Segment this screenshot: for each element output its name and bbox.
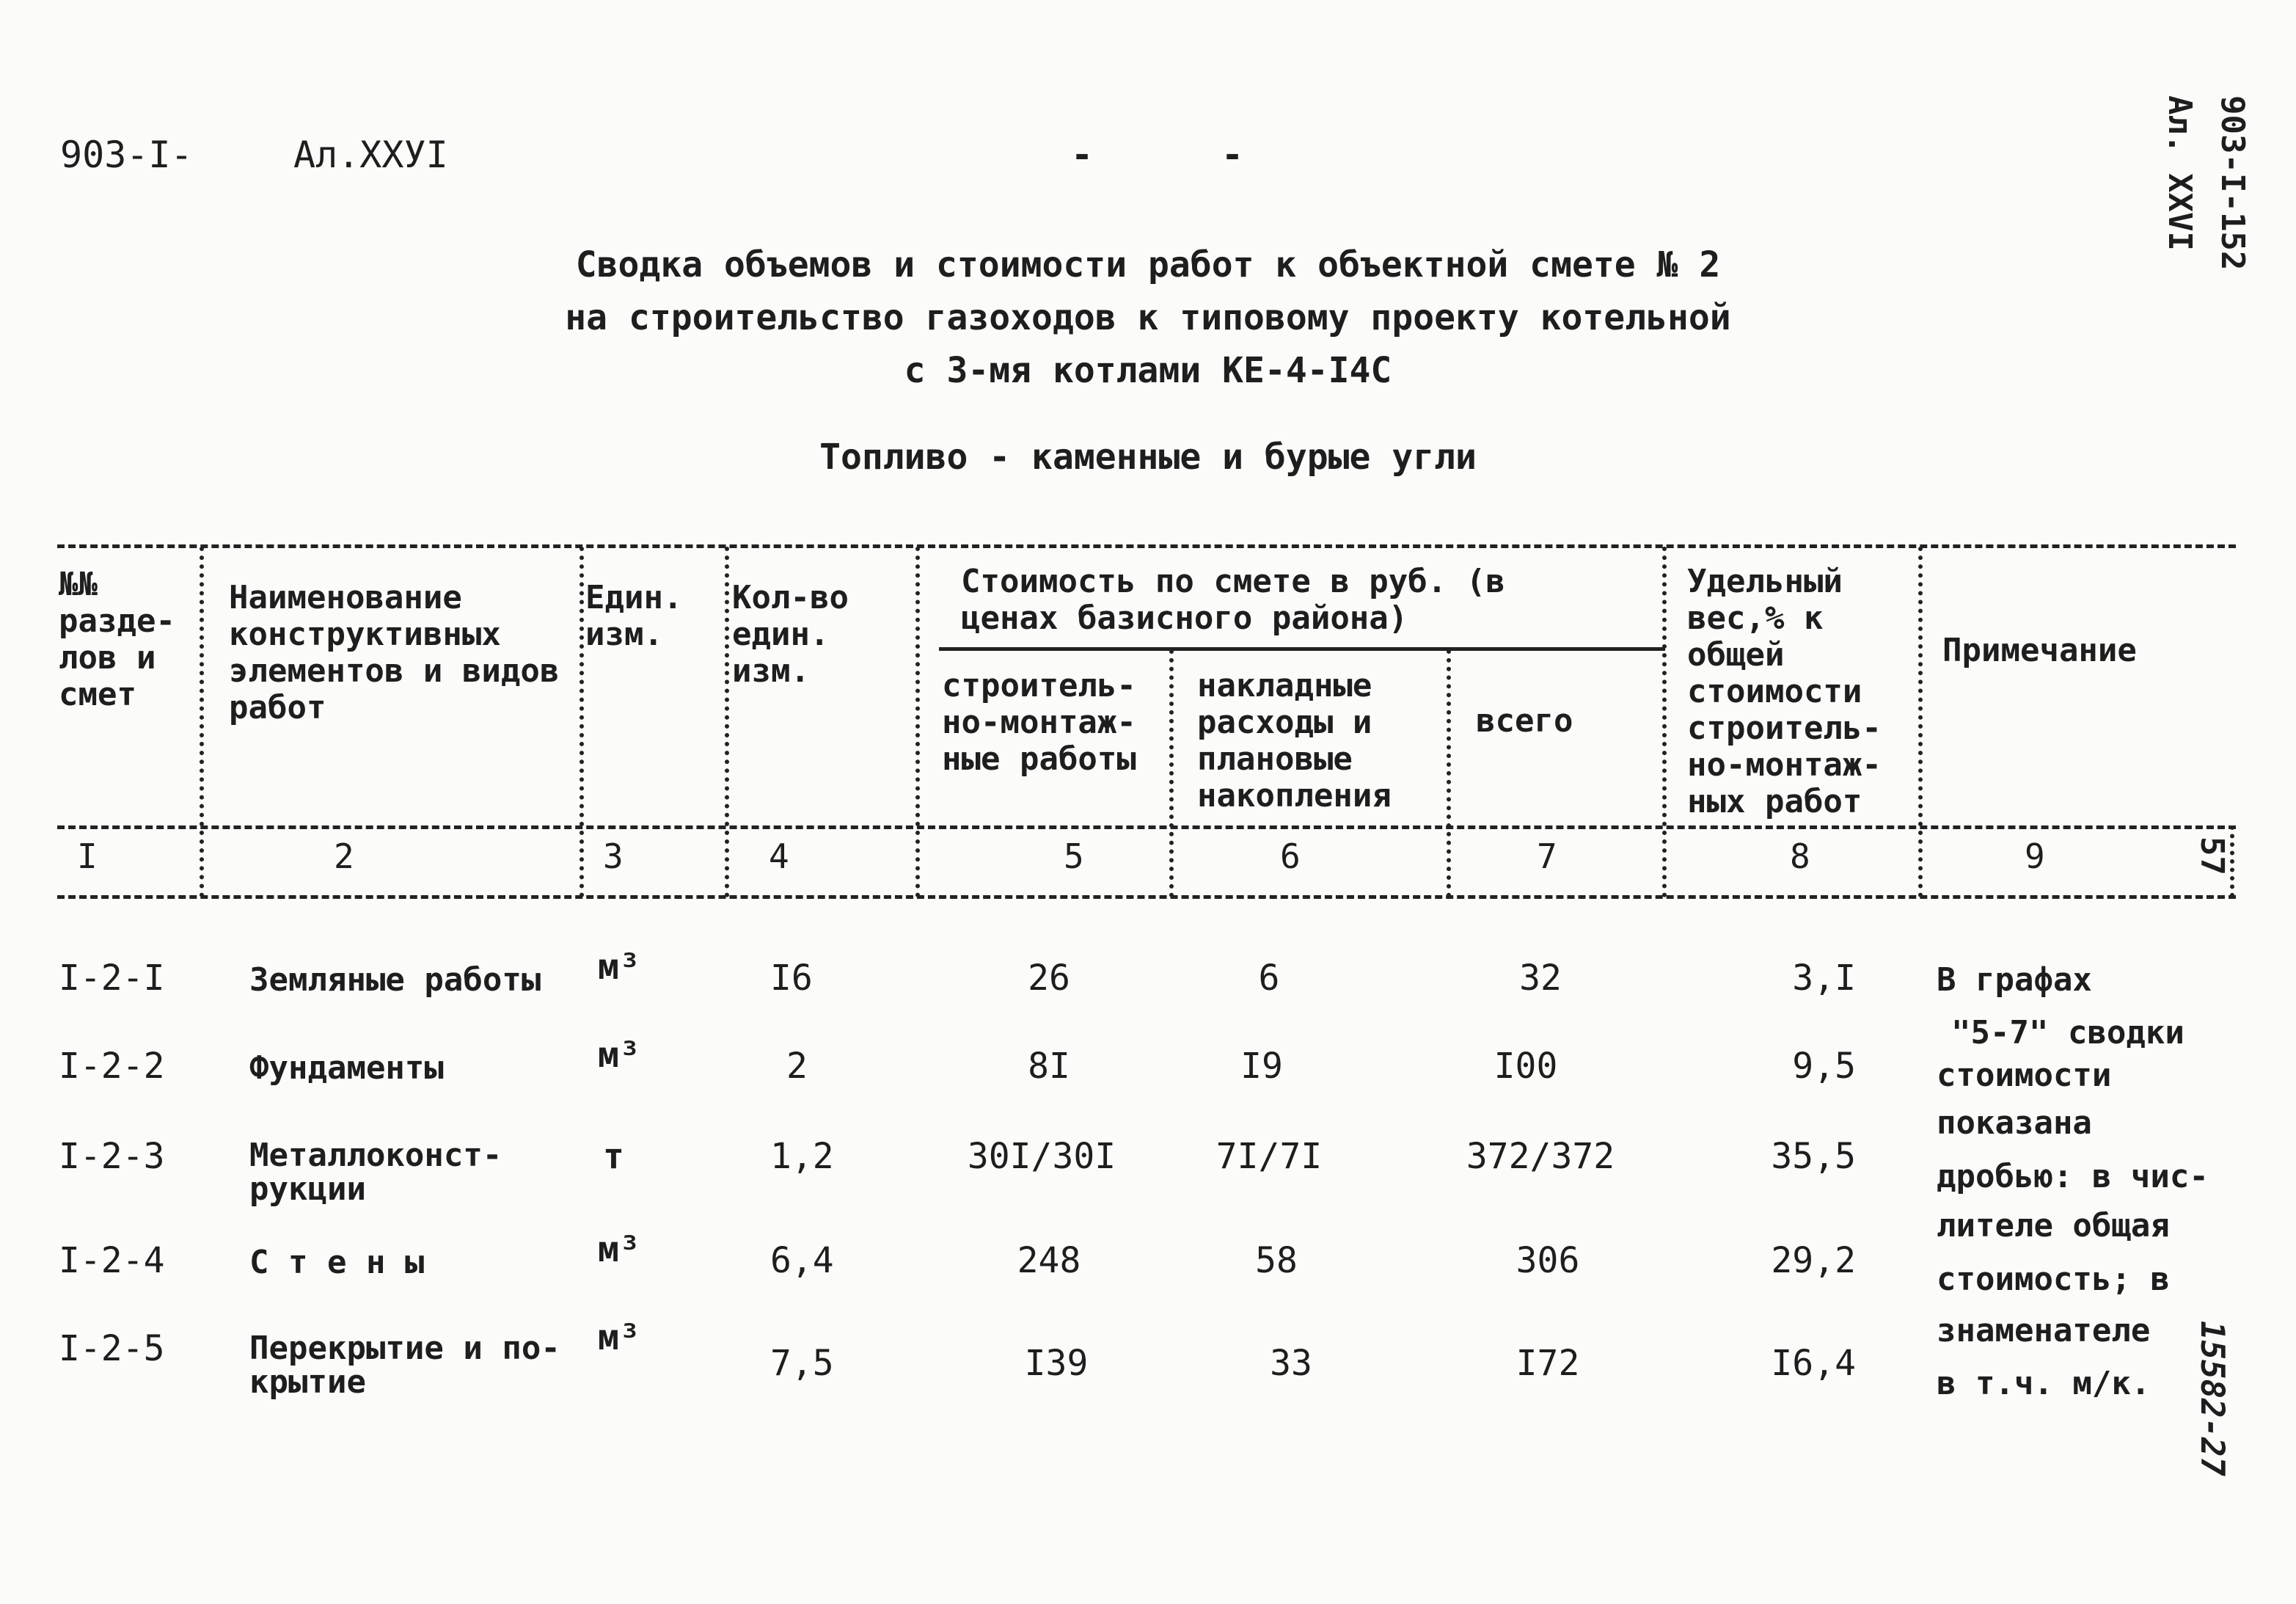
note-line: стоимости	[1937, 1057, 2112, 1094]
header-total: всего	[1476, 702, 1573, 740]
row-weight: 3,I	[1792, 958, 1856, 999]
row-qty: 2	[786, 1046, 808, 1087]
row-total: 32	[1519, 958, 1562, 999]
row-overhead: I9	[1240, 1046, 1283, 1087]
row-smr: 8I	[1028, 1046, 1070, 1087]
inventory-number: 15582-27	[2193, 1321, 2231, 1476]
col-sep-6	[1447, 649, 1451, 897]
fuel-subtitle: Топливо - каменные и бурые угли	[819, 437, 1477, 478]
row-overhead: 7I/7I	[1215, 1136, 1323, 1177]
header-cost-group: Стоимость по смете в руб. (в ценах базисного района)	[961, 563, 1505, 637]
row-unit: м³	[598, 947, 640, 988]
col-sep-4	[915, 547, 920, 897]
row-name: Металлоконст-рукции	[249, 1137, 502, 1208]
row-qty: 7,5	[770, 1343, 834, 1384]
col-sep-5	[1169, 649, 1174, 897]
row-code: I-2-2	[59, 1046, 165, 1087]
table-top-rule	[57, 544, 2236, 548]
col-sep-2	[580, 547, 584, 897]
header-section-number: №№ разде-лов и смет	[59, 566, 175, 713]
row-total: 372/372	[1466, 1136, 1615, 1177]
row-overhead: 33	[1270, 1343, 1312, 1384]
row-qty: 6,4	[770, 1240, 834, 1281]
header-weight-percent: Удельный вес,% к общей стоимости строитель-но-монтаж-ных работ	[1687, 563, 1882, 820]
col-sep-3	[725, 547, 729, 897]
row-overhead: 6	[1258, 958, 1280, 999]
row-code: I-2-4	[59, 1240, 165, 1281]
row-unit: м³	[598, 1317, 640, 1358]
side-document-code: 903-I-152	[2214, 95, 2251, 271]
header-element-name: Наименование конструктивных элементов и видов работ	[229, 579, 560, 726]
row-weight: 9,5	[1792, 1046, 1856, 1087]
header-overhead: накладные расходы и плановые накопления	[1197, 667, 1392, 814]
col-sep-8	[1918, 547, 1923, 897]
row-total: 306	[1516, 1240, 1580, 1281]
col-sep-7	[1662, 547, 1667, 897]
header-bottom-rule	[57, 825, 2236, 829]
row-weight: I6,4	[1771, 1343, 1856, 1384]
row-overhead: 58	[1255, 1240, 1298, 1281]
row-name: Земляные работы	[249, 961, 541, 999]
row-code: I-2-I	[59, 958, 165, 999]
header-dash-2: -	[1221, 134, 1244, 176]
column-number: 3	[603, 836, 624, 876]
note-line: "5-7" сводки	[1951, 1014, 2185, 1051]
header-construction-works: строитель-но-монтаж-ные работы	[942, 667, 1136, 778]
row-smr: I39	[1024, 1343, 1089, 1384]
row-total: I72	[1516, 1343, 1580, 1384]
column-number: 4	[769, 836, 789, 876]
note-line: В графах	[1937, 961, 2092, 999]
side-album-number: Ал. XXVI	[2161, 95, 2198, 251]
note-line: знаменателе	[1937, 1312, 2151, 1349]
row-name: Фундаменты	[249, 1049, 444, 1087]
col-sep-right	[2230, 825, 2234, 897]
note-line: лителе общая	[1937, 1207, 2170, 1244]
title-line-3: с 3-мя котлами КЕ-4-I4С	[904, 350, 1392, 391]
document-code: 903-I-	[60, 134, 193, 176]
row-code: I-2-3	[59, 1136, 165, 1177]
row-code: I-2-5	[59, 1328, 165, 1369]
header-unit: Един. изм.	[585, 579, 683, 653]
row-qty: 1,2	[770, 1136, 834, 1177]
column-number: 5	[1064, 836, 1084, 876]
note-line: показана	[1937, 1104, 2092, 1142]
column-number: 7	[1537, 836, 1557, 876]
row-name: Перекрытие и по-крытие	[249, 1330, 560, 1401]
row-unit: т	[603, 1136, 624, 1177]
note-line: дробью: в чис-	[1937, 1158, 2209, 1195]
row-weight: 29,2	[1771, 1240, 1856, 1281]
row-weight: 35,5	[1771, 1136, 1856, 1177]
page-number-mark: 57	[2193, 836, 2231, 875]
column-number: I	[77, 836, 98, 876]
row-unit: м³	[598, 1229, 640, 1270]
column-number: 9	[2025, 836, 2045, 876]
header-note: Примечание	[1942, 632, 2137, 669]
title-line-1: Сводка объемов и стоимости работ к объектной смете № 2	[575, 244, 1721, 285]
column-number: 6	[1280, 836, 1301, 876]
row-smr: 30I/30I	[967, 1136, 1116, 1177]
note-line: в т.ч. м/к.	[1937, 1365, 2151, 1402]
header-dash-1: -	[1071, 134, 1094, 176]
col-sep-1	[200, 547, 204, 897]
column-numbers-rule	[57, 895, 2236, 899]
header-quantity: Кол-во един. изм.	[732, 579, 849, 690]
row-unit: м³	[598, 1035, 640, 1076]
row-name: С т е н ы	[249, 1244, 425, 1281]
row-smr: 26	[1028, 958, 1070, 999]
album-number: Ал.XXУI	[293, 134, 448, 176]
row-smr: 248	[1017, 1240, 1081, 1281]
row-qty: I6	[770, 958, 813, 999]
note-line: стоимость; в	[1937, 1261, 2170, 1298]
cost-group-underline	[939, 647, 1665, 651]
column-number: 8	[1790, 836, 1810, 876]
column-number: 2	[334, 836, 354, 876]
row-total: I00	[1494, 1046, 1558, 1087]
title-line-2: на строительство газоходов к типовому проекту котельной	[565, 297, 1731, 338]
